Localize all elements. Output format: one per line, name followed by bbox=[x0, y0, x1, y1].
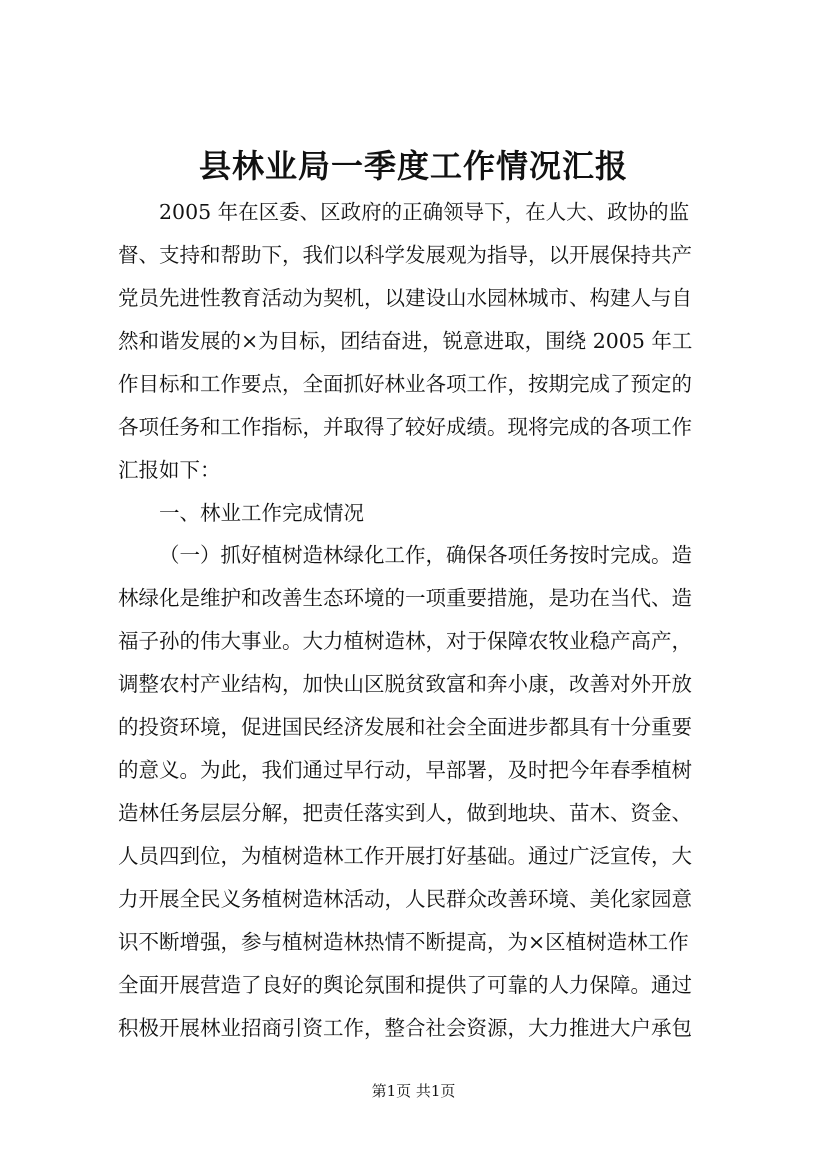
paragraph-line: 识不断增强，参与植树造林热情不断提高，为×区植树造林工作 bbox=[118, 930, 689, 954]
paragraph-line: 然和谐发展的×为目标，团结奋进，锐意进取，围绕 2005 年工 bbox=[118, 329, 693, 353]
section-heading: 一、林业工作完成情况 bbox=[159, 501, 364, 525]
paragraph-line: 各项任务和工作指标，并取得了较好成绩。现将完成的各项工作 bbox=[118, 415, 692, 439]
paragraph-line: 党员先进性教育活动为契机，以建设山水园林城市、构建人与自 bbox=[118, 286, 692, 310]
paragraph-line: 作目标和工作要点，全面抓好林业各项工作，按期完成了预定的 bbox=[118, 372, 692, 396]
paragraph-line: 的意义。为此，我们通过早行动，早部署，及时把今年春季植树 bbox=[118, 758, 692, 782]
document-title: 县林业局一季度工作情况汇报 bbox=[198, 147, 628, 185]
paragraph-line: 调整农村产业结构，加快山区脱贫致富和奔小康，改善对外开放 bbox=[118, 672, 692, 696]
paragraph-line: 人员四到位，为植树造林工作开展打好基础。通过广泛宣传，大 bbox=[118, 844, 692, 868]
paragraph-line: （一）抓好植树造林绿化工作，确保各项任务按时完成。造 bbox=[159, 543, 692, 567]
page-number-footer: 第1页 共1页 bbox=[371, 1082, 456, 1100]
paragraph-line: 2005 年在区委、区政府的正确领导下，在人大、政协的监 bbox=[159, 200, 690, 224]
paragraph-line: 福子孙的伟大事业。大力植树造林，对于保障农牧业稳产高产， bbox=[118, 629, 692, 653]
paragraph-line: 造林任务层层分解，把责任落实到人，做到地块、苗木、资金、 bbox=[118, 801, 692, 825]
paragraph-line: 汇报如下： bbox=[118, 458, 221, 482]
paragraph-line: 督、支持和帮助下，我们以科学发展观为指导，以开展保持共产 bbox=[118, 243, 692, 267]
paragraph-line: 全面开展营造了良好的舆论氛围和提供了可靠的人力保障。通过 bbox=[118, 973, 692, 997]
paragraph-line: 的投资环境，促进国民经济发展和社会全面进步都具有十分重要 bbox=[118, 715, 692, 739]
paragraph-line: 力开展全民义务植树造林活动，人民群众改善环境、美化家园意 bbox=[118, 887, 692, 911]
paragraph-line: 林绿化是维护和改善生态环境的一项重要措施，是功在当代、造 bbox=[118, 586, 692, 610]
paragraph-line: 积极开展林业招商引资工作，整合社会资源，大力推进大户承包 bbox=[118, 1016, 692, 1040]
